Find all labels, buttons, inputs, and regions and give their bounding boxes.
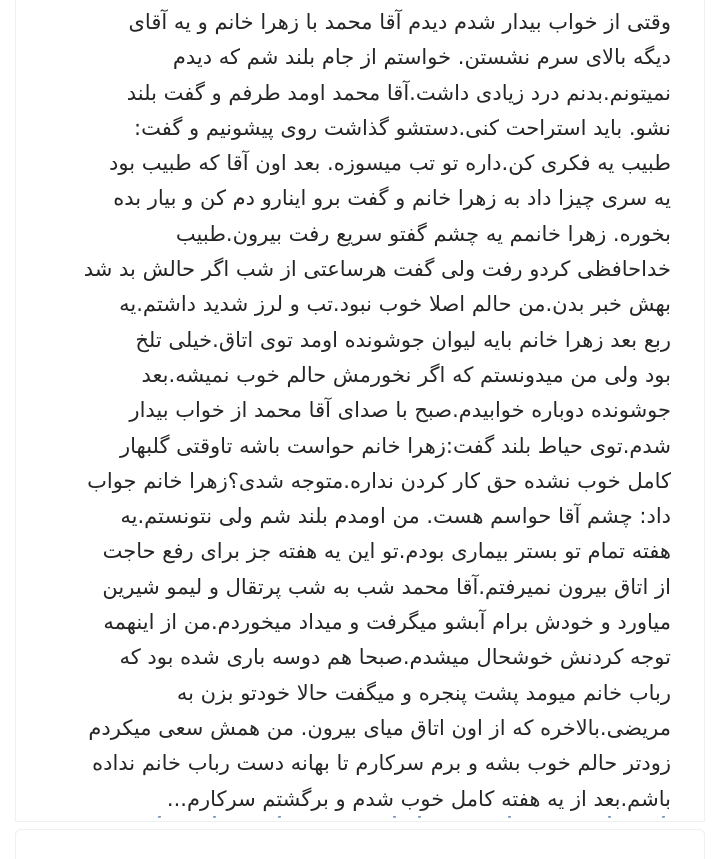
post-line: بهش خبر بدن.من حالم اصلا خوب نبود.تب و لرز شدید داشتم.یه [119,292,671,317]
post-line: داد: چشم آقا حواسم هست. من اومدم بلند شم ولی نتونستم.یه [120,504,671,529]
post-line: باشم.بعد از یه هفته کامل خوب شدم و برگشتم سرکارم... [166,786,671,811]
post-line: وقتی از خواب بیدار شدم دیدم آقا محمد با زهرا خانم و یه آقای [128,10,671,34]
clipped-glyph [278,816,281,818]
post-line: دیگه بالای سرم نشستن. خواستم از جام بلند شم که دیدم [172,45,671,70]
post-line: بود ولی من میدونستم که اگر نخورمش حالم خوب نمیشه.بعد [141,362,671,387]
clipped-glyph [158,816,161,818]
post-line: بخوره. زهرا خانمم یه چشم گفتو سریع رفت بیرون.طبیب [175,221,671,246]
clipped-glyph [418,816,421,818]
post-body-text [31,5,671,817]
post-line: خداحافظی کردو رفت ولی گفت هرساعتی از شب اگر حالش بد شد [83,257,671,282]
post-line: میاورد و خودش برام آبشو میگرفت و میداد میخوردم.من از اینهمه [103,610,671,635]
post-line: کامل خوب نشده حق کار کردن نداره.متوجه شدی؟زهرا خانم جواب [87,468,671,493]
post-line: شدم.توی حیاط بلند گفت:زهرا خانم حواست باشه تاوقتی گلبهار [119,433,671,458]
post-line: توجه کردنش خوشحال میشدم.صبحا هم دوسه باری شده بود که [119,645,671,670]
post-line: هفته تمام تو بستر بیماری بودم.تو این یه هفته جز برای رفع حاجت [102,539,671,564]
post-line: زودتر حالم خوب بشه و برم سرکارم تا بهانه دست رباب خانم نداده [92,751,671,776]
clipped-glyph [662,816,665,818]
post-line: یه سری چیزا داد به زهرا خانم و گفت برو اینارو دم کن و بیار بده [113,186,671,211]
post-line: ربع بعد زهرا خانم بایه لیوان جوشونده اومد توی اتاق.خیلی تلخ [135,327,671,352]
clipped-glyph [508,816,511,818]
post-line: نشو. باید استراحت کنی.دستشو گذاشت روی پیشونیم و گفت: [134,115,671,140]
post-card [15,0,705,822]
clipped-glyph [608,816,611,818]
clipped-glyph [393,816,396,818]
post-line: مریضی.بالاخره که از اون اتاق میای بیرون. من همش سعی میکردم [88,715,671,740]
post-line: نمیتونم.بدنم درد زیادی داشت.آقا محمد اومد طرفم و گفت بلند [126,80,671,105]
post-line: رباب خانم میومد پشت پنجره و میگفت حالا خودتو بزن به [176,680,671,705]
post-line: طبیب یه فکری کن.داره تو تب میسوزه. بعد اون آقا که طبیب بود [109,151,671,176]
next-post-card [15,829,705,859]
post-line: از اتاق بیرون نمیرفتم.آقا محمد شب به شب پرتقال و لیمو شیرین [102,574,671,599]
clipped-glyph [213,816,216,818]
clipped-next-line [51,816,671,822]
post-line: جوشونده دوباره خوابیدم.صبح با صدای آقا محمد از خواب بیدار [129,398,671,423]
